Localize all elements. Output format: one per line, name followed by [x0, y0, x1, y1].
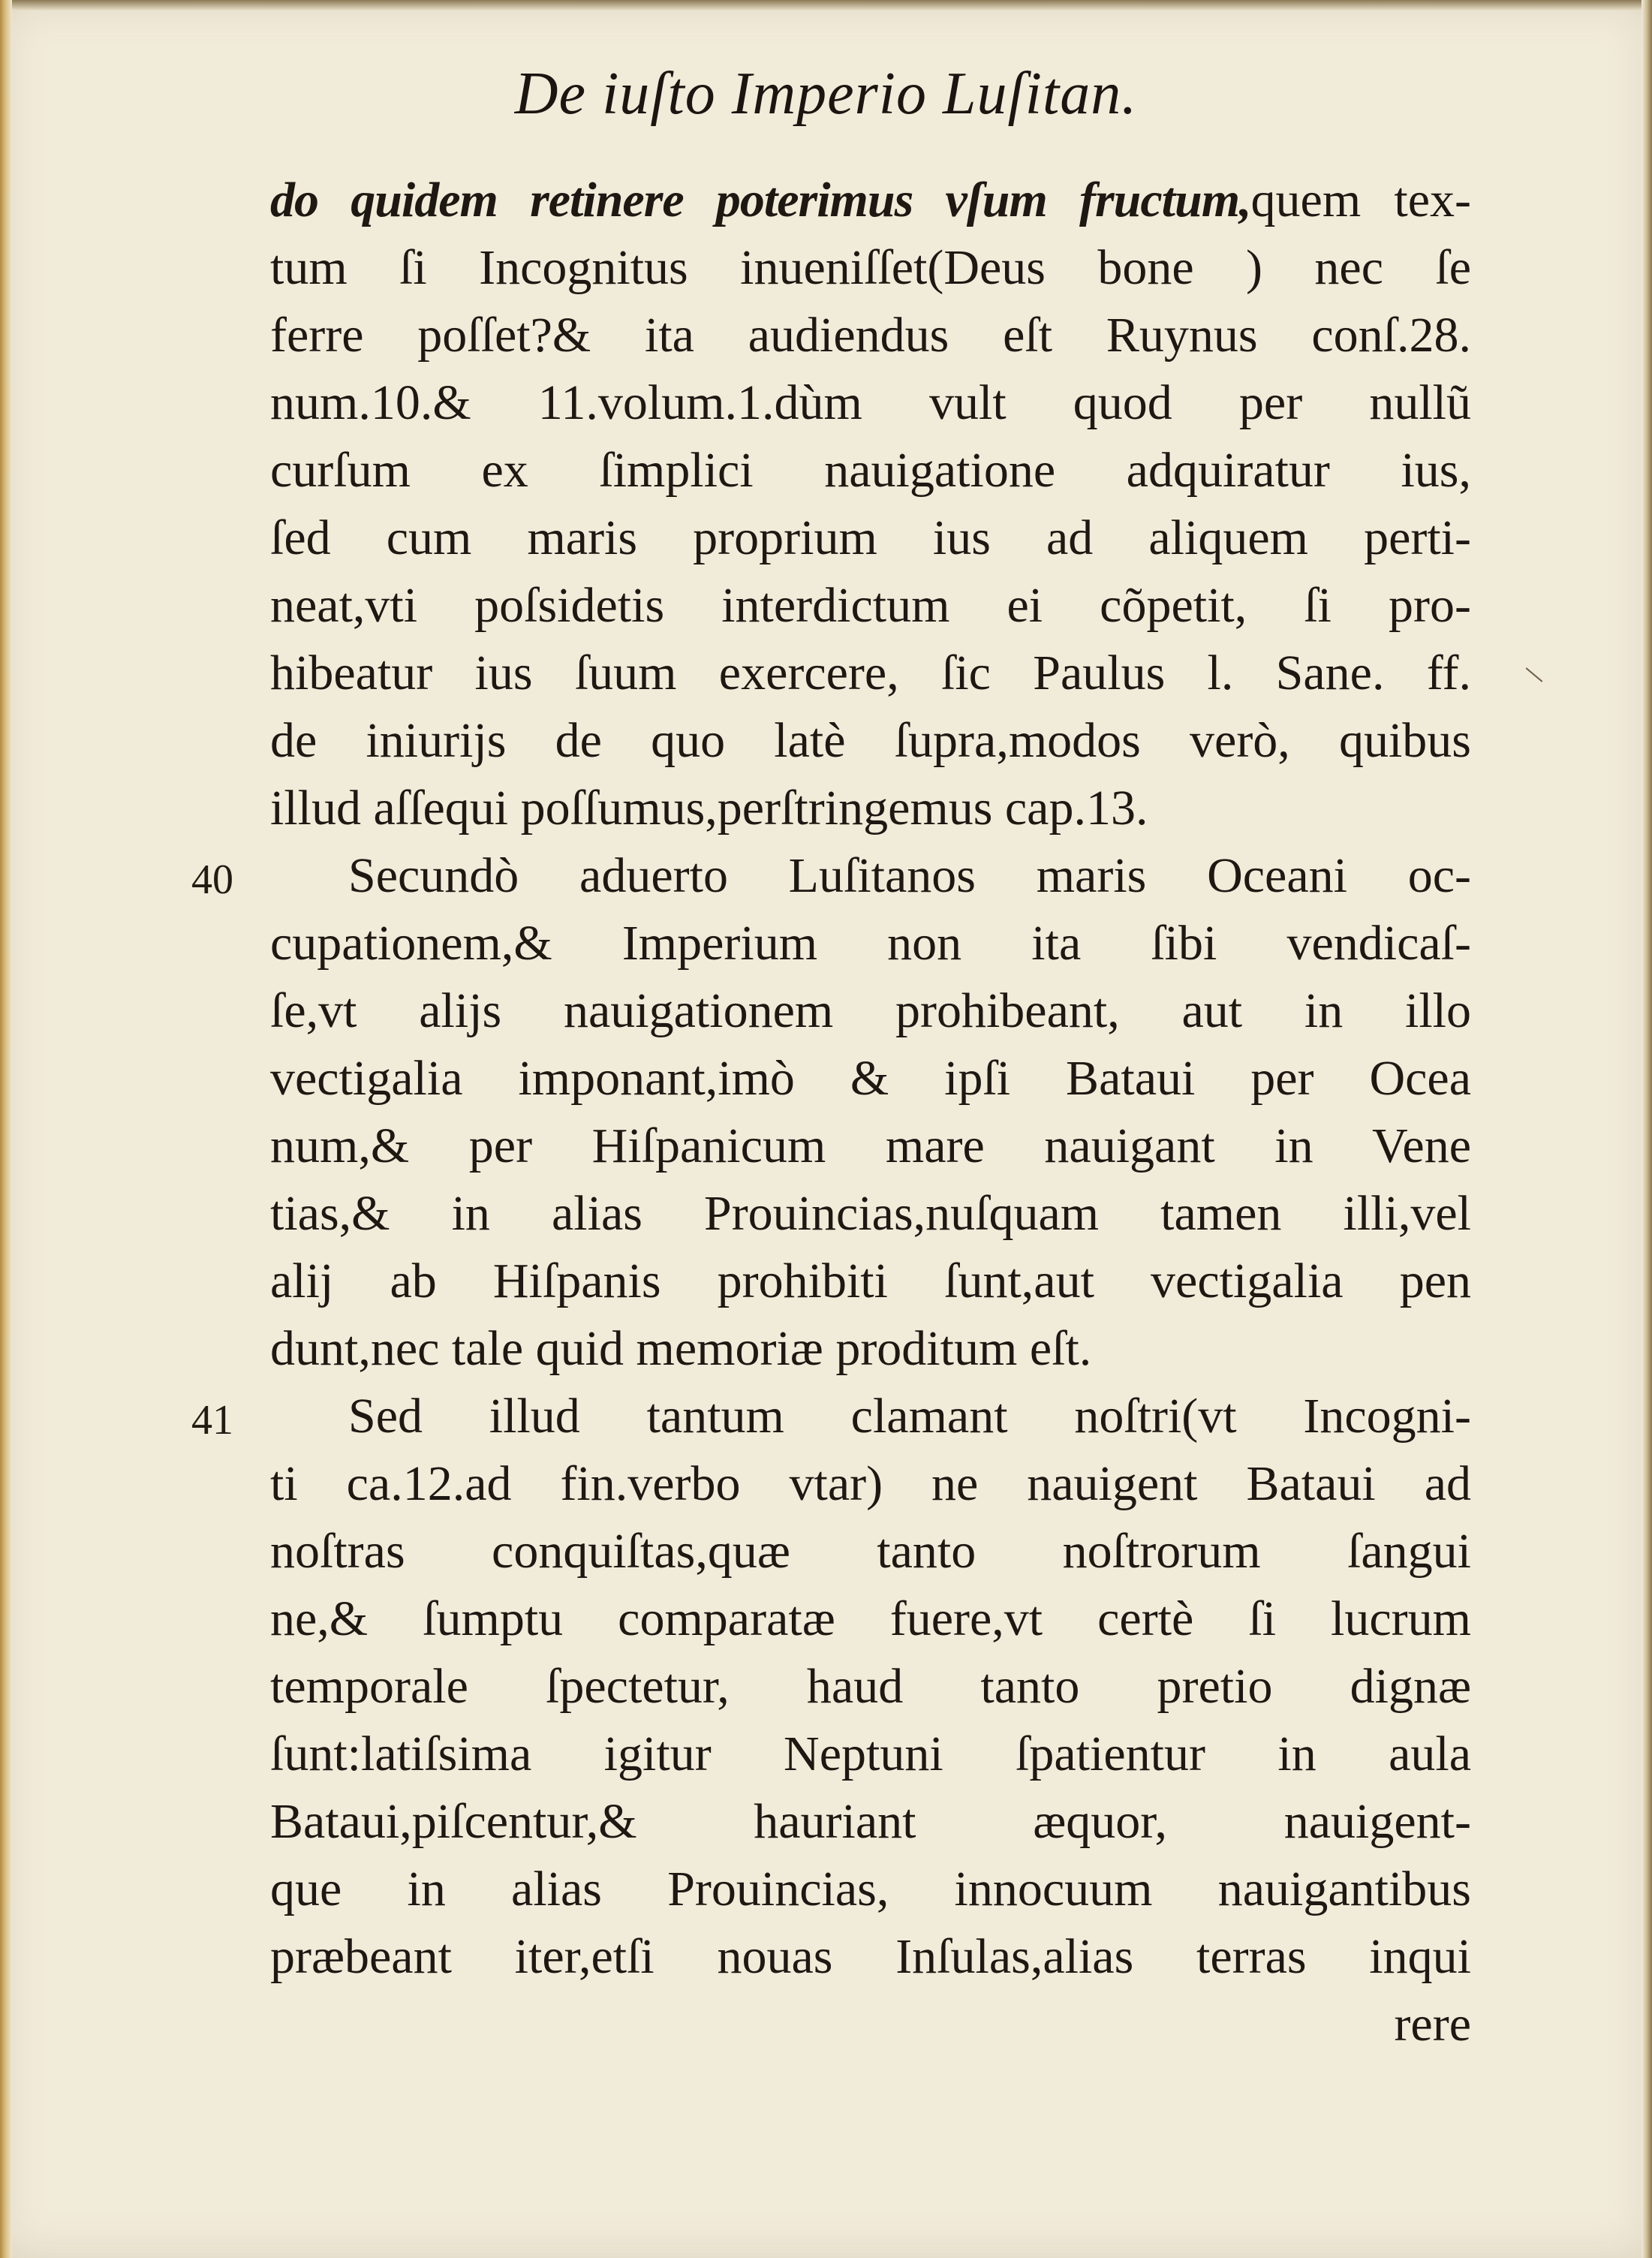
- text-line: tum ſi Incognitus inueniſſet(Deus bone ) nec ſe: [270, 240, 1471, 295]
- text-line: noſtras conquiſtas,quæ tanto noſtrorum ſangui: [270, 1524, 1471, 1579]
- text-line: ti ca.12.ad fin.verbo vtar) ne nauigent Bataui ad: [270, 1456, 1471, 1511]
- text-line: cupationem,& Imperium non ita ſibi vendicaſ-: [270, 916, 1471, 971]
- text-line: ſunt:latiſsima igitur Neptuni ſpatientur in aula: [270, 1727, 1471, 1781]
- margin-number-41: 41: [191, 1397, 233, 1444]
- text-line: ne,& ſumptu comparatæ fuere,vt certè ſi lucrum: [270, 1591, 1471, 1646]
- text-line: hibeatur ius ſuum exercere, ſic Paulus l. Sane. ff.: [270, 646, 1471, 700]
- body-text: [270, 167, 1471, 2058]
- paragraph-41-start: Sed illud tantum clamant noſtri(vt Incogni-: [348, 1389, 1471, 1444]
- text-line: alij ab Hiſpanis prohibiti ſunt,aut vectigalia pen: [270, 1254, 1471, 1308]
- margin-number-40: 40: [191, 857, 233, 903]
- page-top-edge: [0, 0, 1652, 11]
- text-line: num,& per Hiſpanicum mare nauigant in Vene: [270, 1118, 1471, 1173]
- text-line: neat,vti poſsidetis interdictum ei cõpetit, ſi pro-: [270, 578, 1471, 633]
- text-line: præbeant iter,etſi nouas Inſulas,alias terras inqui: [270, 1929, 1471, 1984]
- text-line: [270, 167, 1471, 234]
- page-gutter-edge: [0, 0, 12, 2258]
- paragraph-40-start: Secundò aduerto Luſitanos maris Oceani oc-: [348, 848, 1471, 903]
- margin-mark: [1526, 667, 1543, 682]
- italic-run: do quidem retinere poterimus vſum fructum,: [270, 173, 1251, 227]
- text-line: dunt,nec tale quid memoriæ proditum eſt.: [270, 1321, 1092, 1376]
- text-line: Bataui,piſcentur,& hauriant æquor, nauigent-: [270, 1794, 1471, 1849]
- text-line: ferre poſſet?& ita audiendus eſt Ruynus conſ.28.: [270, 308, 1471, 363]
- text-line: ſed cum maris proprium ius ad aliquem perti-: [270, 510, 1471, 565]
- catchword: rere: [1394, 1997, 1471, 2052]
- text-line: illud aſſequi poſſumus,perſtringemus cap.13.: [270, 781, 1148, 835]
- text-line: que in alias Prouincias, innocuum nauigantibus: [270, 1862, 1471, 1916]
- text-line: de iniurijs de quo latè ſupra,modos verò, quibus: [270, 713, 1471, 768]
- page-fore-edge: [1641, 0, 1652, 2258]
- text-line: curſum ex ſimplici nauigatione adquiratur ius,: [270, 443, 1471, 498]
- text-line: vectigalia imponant,imò & ipſi Bataui per Ocea: [270, 1051, 1471, 1106]
- text-line: tias,& in alias Prouincias,nuſquam tamen illi,vel: [270, 1186, 1471, 1241]
- text-line: num.10.& 11.volum.1.dùm vult quod per nullũ: [270, 375, 1471, 430]
- text-line: ſe,vt alijs nauigationem prohibeant, aut in illo: [270, 983, 1471, 1038]
- running-head: De iuſto Imperio Luſitan.: [514, 61, 1138, 127]
- roman-run: quem tex-: [1250, 173, 1471, 227]
- text-line: temporale ſpectetur, haud tanto pretio dignæ: [270, 1659, 1471, 1714]
